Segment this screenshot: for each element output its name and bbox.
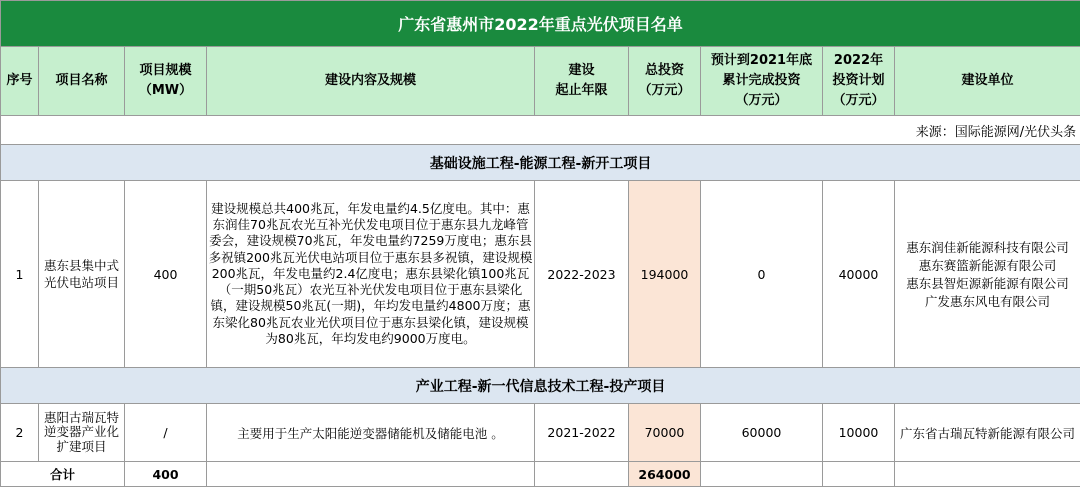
header-years: 建设 起止年限 bbox=[535, 47, 629, 116]
total-empty bbox=[895, 462, 1080, 487]
header-total: 总投资 （万元） bbox=[629, 47, 701, 116]
total-empty bbox=[207, 462, 535, 487]
total-label: 合计 bbox=[1, 462, 125, 487]
row-plan: 10000 bbox=[823, 404, 895, 462]
total-row bbox=[1, 462, 1080, 487]
header-content: 建设内容及规模 bbox=[207, 47, 535, 116]
total-empty bbox=[823, 462, 895, 487]
source-note: 来源：国际能源网/光伏头条 bbox=[1, 116, 1080, 145]
row-cumulative: 0 bbox=[701, 181, 823, 368]
row-units bbox=[895, 404, 1080, 462]
unit-name: 惠东润佳新能源科技有限公司 bbox=[906, 240, 1069, 255]
row-total: 194000 bbox=[629, 181, 701, 368]
row-name: 惠东县集中式光伏电站项目 bbox=[39, 181, 125, 368]
row-years: 2022-2023 bbox=[535, 181, 629, 368]
header-scale: 项目规模 （MW） bbox=[125, 47, 207, 116]
row-scale: 400 bbox=[125, 181, 207, 368]
total-scale: 400 bbox=[125, 462, 207, 487]
header-row bbox=[1, 47, 1080, 116]
unit-name: 广发惠东风电有限公司 bbox=[925, 294, 1051, 309]
table-title: 广东省惠州市2022年重点光伏项目名单 bbox=[1, 1, 1080, 47]
row-total: 70000 bbox=[629, 404, 701, 462]
total-empty bbox=[701, 462, 823, 487]
row-units bbox=[895, 181, 1080, 368]
unit-name: 广东省古瑞瓦特新能源有限公司 bbox=[900, 425, 1076, 441]
header-cumulative: 预计到2021年底 累计完成投资 （万元） bbox=[701, 47, 823, 116]
row-name: 惠阳古瑞瓦特逆变器产业化扩建项目 bbox=[39, 404, 125, 462]
header-name: 项目名称 bbox=[39, 47, 125, 116]
table-row bbox=[1, 404, 1080, 462]
section-title: 基础设施工程-能源工程-新开工项目 bbox=[1, 145, 1080, 181]
total-investment: 264000 bbox=[629, 462, 701, 487]
row-content: 建设规模总共400兆瓦，年发电量约4.5亿度电。其中：惠东润佳70兆瓦农光互补光伏发电项目位于惠东县九龙峰管委会，建设规模70兆瓦，年发电量约7259万度电；惠东县多祝镇200兆瓦光伏电站项目位于惠东县多祝镇，建设规模200兆瓦，年发电量约2.4亿度电；惠东县梁化镇100兆瓦（一期50兆瓦）农光互补光伏发电项目位于惠东县梁化镇，建设规模50兆瓦(一期)，年均发电量约4800万度；惠东梁化80兆瓦农业光伏项目位于惠东县梁化镇，建设规模为80兆瓦，年均发电约9000万度电。 bbox=[207, 181, 535, 368]
row-seq: 2 bbox=[1, 404, 39, 462]
unit-name: 惠东赛篮新能源有限公司 bbox=[918, 258, 1057, 273]
row-scale: / bbox=[125, 404, 207, 462]
unit-name: 惠东县智炬源新能源有限公司 bbox=[906, 276, 1069, 291]
row-content: 主要用于生产太阳能逆变器储能机及储能电池 。 bbox=[207, 404, 535, 462]
table-row bbox=[1, 181, 1080, 368]
header-plan: 2022年 投资计划 （万元） bbox=[823, 47, 895, 116]
row-plan: 40000 bbox=[823, 181, 895, 368]
row-seq: 1 bbox=[1, 181, 39, 368]
total-empty bbox=[535, 462, 629, 487]
section-title: 产业工程-新一代信息技术工程-投产项目 bbox=[1, 368, 1080, 404]
row-cumulative: 60000 bbox=[701, 404, 823, 462]
header-unit: 建设单位 bbox=[895, 47, 1080, 116]
row-years: 2021-2022 bbox=[535, 404, 629, 462]
header-seq: 序号 bbox=[1, 47, 39, 116]
